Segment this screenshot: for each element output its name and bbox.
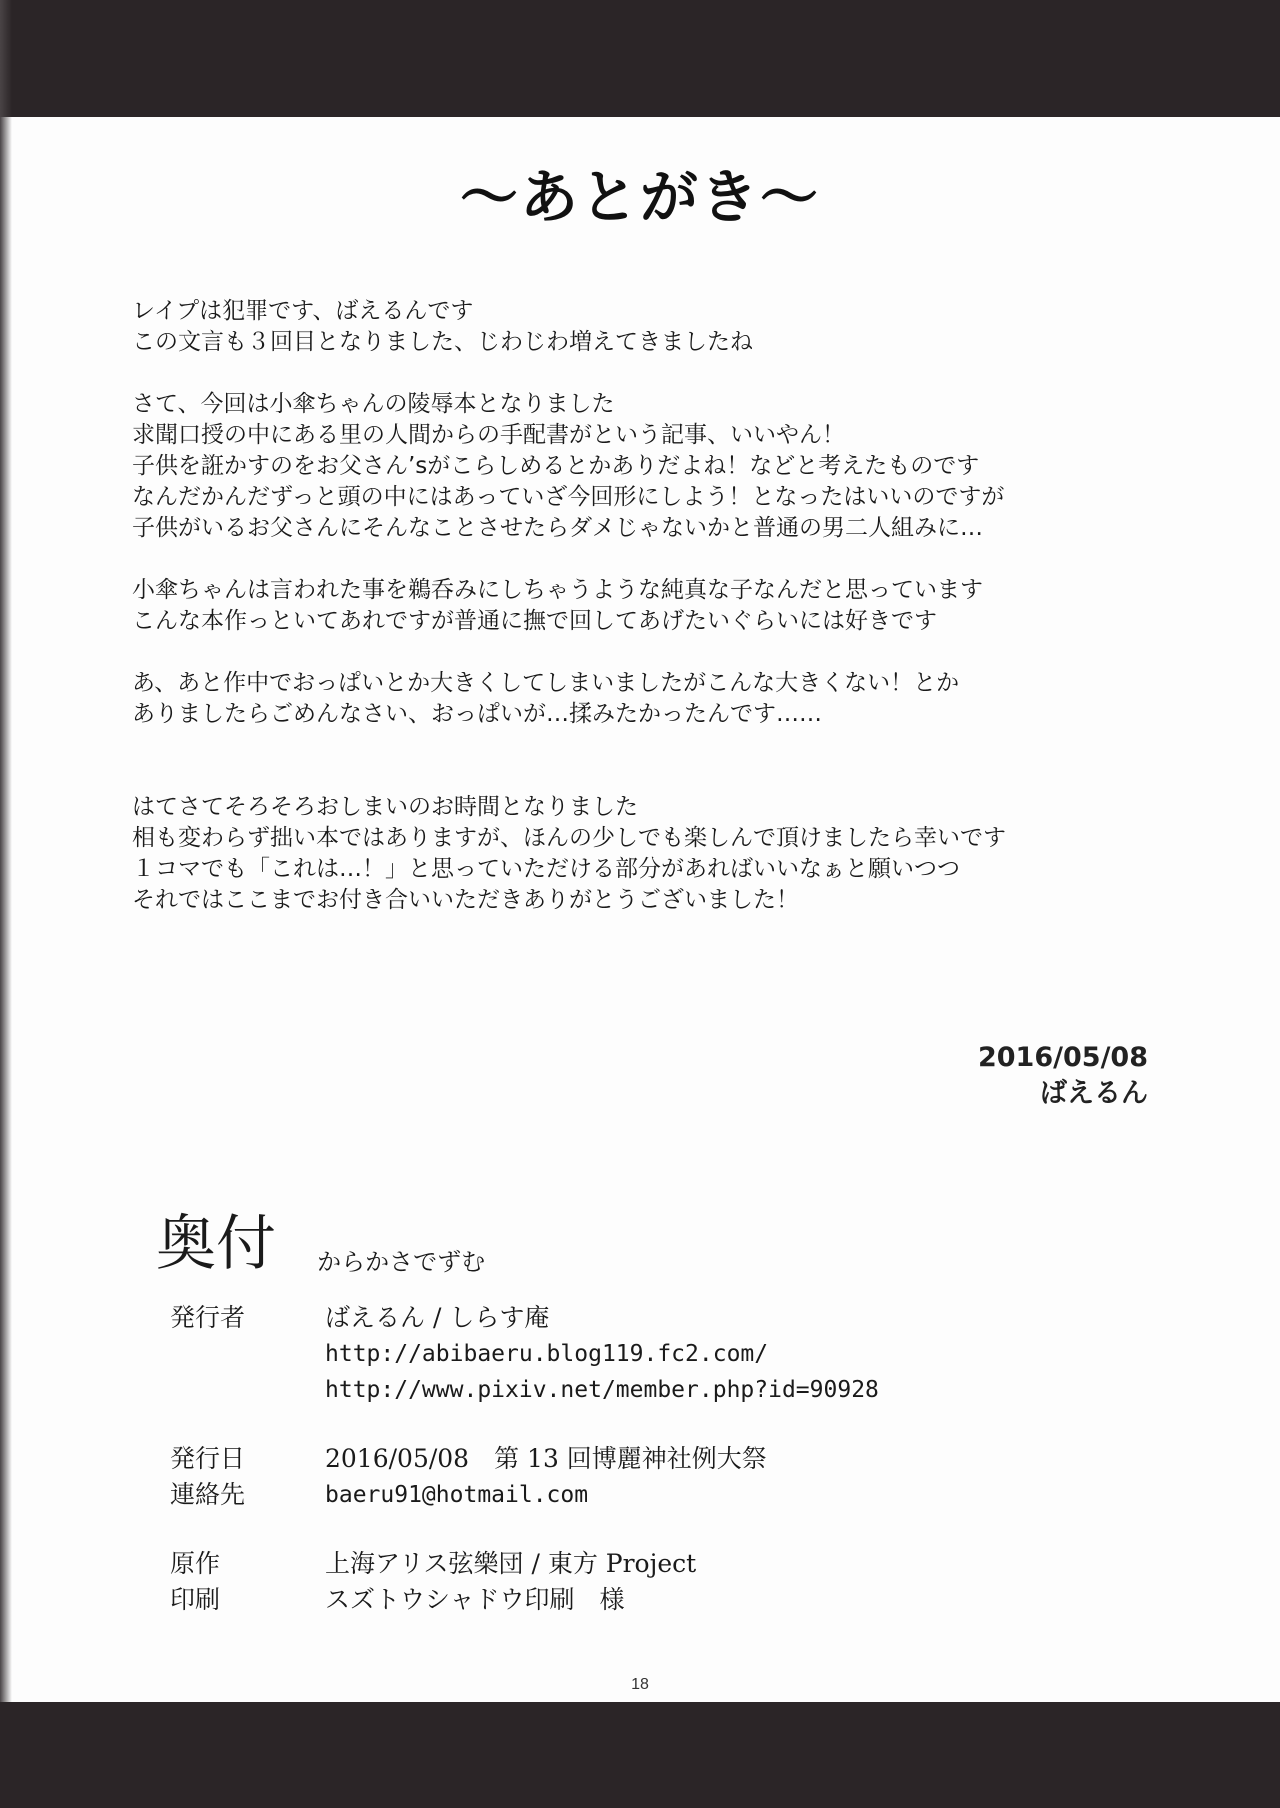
original-print-block	[170, 1546, 879, 1618]
row-spacer	[170, 1372, 325, 1408]
bottom-dark-band	[0, 1702, 1280, 1808]
paragraph	[132, 389, 1192, 544]
text-line: なんだかんだずっと頭の中にはあっていざ今回形にしよう！となったはいいのですが	[132, 484, 1005, 510]
paragraph	[132, 296, 1192, 358]
date-value: 2016/05/08 第 13 回博麗神社例大祭	[325, 1444, 767, 1473]
text-line: あ、あと作中でおっぱいとか大きくしてしまいましたがこんな大きくない！とか	[132, 670, 960, 696]
text-line: こんな本作っといてあれですが普通に撫で回してあげたいぐらいには好きです	[132, 608, 937, 634]
paragraph	[132, 792, 1192, 916]
original-value: 上海アリス弦樂団 / 東方 Project	[325, 1549, 697, 1578]
row-spacer	[170, 1336, 325, 1372]
text-line: 子供を誑かすのをお父さん’sがこらしめるとかありだよね！などと考えたものです	[132, 453, 980, 479]
text-line: はてさてそろそろおしまいのお時間となりました	[132, 794, 638, 820]
text-line: レイプは犯罪です、ばえるんです	[132, 298, 474, 324]
paragraph	[132, 575, 1192, 637]
url-row	[170, 1336, 879, 1372]
colophon-details	[170, 1300, 879, 1651]
pixiv-url: http://www.pixiv.net/member.php?id=90928	[325, 1377, 879, 1403]
print-row	[170, 1582, 879, 1618]
signature-author: ばえるん	[1040, 1078, 1148, 1109]
text-line: ありましたらごめんなさい、おっぱいが…揉みたかったんです……	[132, 701, 822, 727]
publisher-row	[170, 1300, 879, 1336]
paragraph	[132, 668, 1192, 730]
afterword-body	[132, 296, 1192, 947]
date-label: 発行日	[170, 1444, 246, 1473]
text-line: 小傘ちゃんは言われた事を鵜呑みにしちゃうような純真な子なんだと思っています	[132, 577, 983, 603]
afterword-title: 〜あとがき〜	[459, 163, 820, 231]
url-row	[170, 1372, 879, 1408]
book-title: からかさでずむ	[317, 1248, 486, 1276]
colophon-header	[156, 1196, 485, 1282]
printer-value: スズトウシャドウ印刷 様	[325, 1585, 625, 1614]
date-row	[170, 1441, 879, 1477]
contact-row	[170, 1477, 879, 1513]
text-line: それではここまでお付き合いいただきありがとうございました！	[132, 887, 799, 913]
publisher-label: 発行者	[170, 1303, 246, 1332]
text-line: この文言も３回目となりました、じわじわ増えてきましたね	[132, 329, 753, 355]
print-label: 印刷	[170, 1585, 221, 1614]
text-line: 子供がいるお父さんにそんなことさせたらダメじゃないかと普通の男二人組みに…	[132, 515, 983, 541]
text-line: 求聞口授の中にある里の人間からの手配書がという記事、いいやん！	[132, 422, 845, 448]
scan-edge	[0, 0, 12, 1808]
text-line: １コマでも「これは…！」と思っていただける部分があればいいなぁと願いつつ	[132, 856, 960, 882]
date-contact-block	[170, 1441, 879, 1513]
original-label: 原作	[170, 1549, 221, 1578]
text-line: さて、今回は小傘ちゃんの陵辱本となりました	[132, 391, 615, 417]
publisher-block	[170, 1300, 879, 1408]
signature	[978, 1040, 1148, 1112]
blog-url: http://abibaeru.blog119.fc2.com/	[325, 1341, 769, 1367]
page-number: 18	[631, 1676, 649, 1693]
contact-email: baeru91@hotmail.com	[325, 1482, 589, 1508]
contact-label: 連絡先	[170, 1480, 246, 1509]
signature-date: 2016/05/08	[977, 1042, 1148, 1073]
text-line: 相も変わらず拙い本ではありますが、ほんの少しでも楽しんで頂けましたら幸いです	[132, 825, 1006, 851]
publisher-value: ばえるん / しらす庵	[325, 1303, 550, 1332]
original-row	[170, 1546, 879, 1582]
top-dark-band	[0, 0, 1280, 117]
colophon-heading: 奥付	[156, 1209, 276, 1279]
